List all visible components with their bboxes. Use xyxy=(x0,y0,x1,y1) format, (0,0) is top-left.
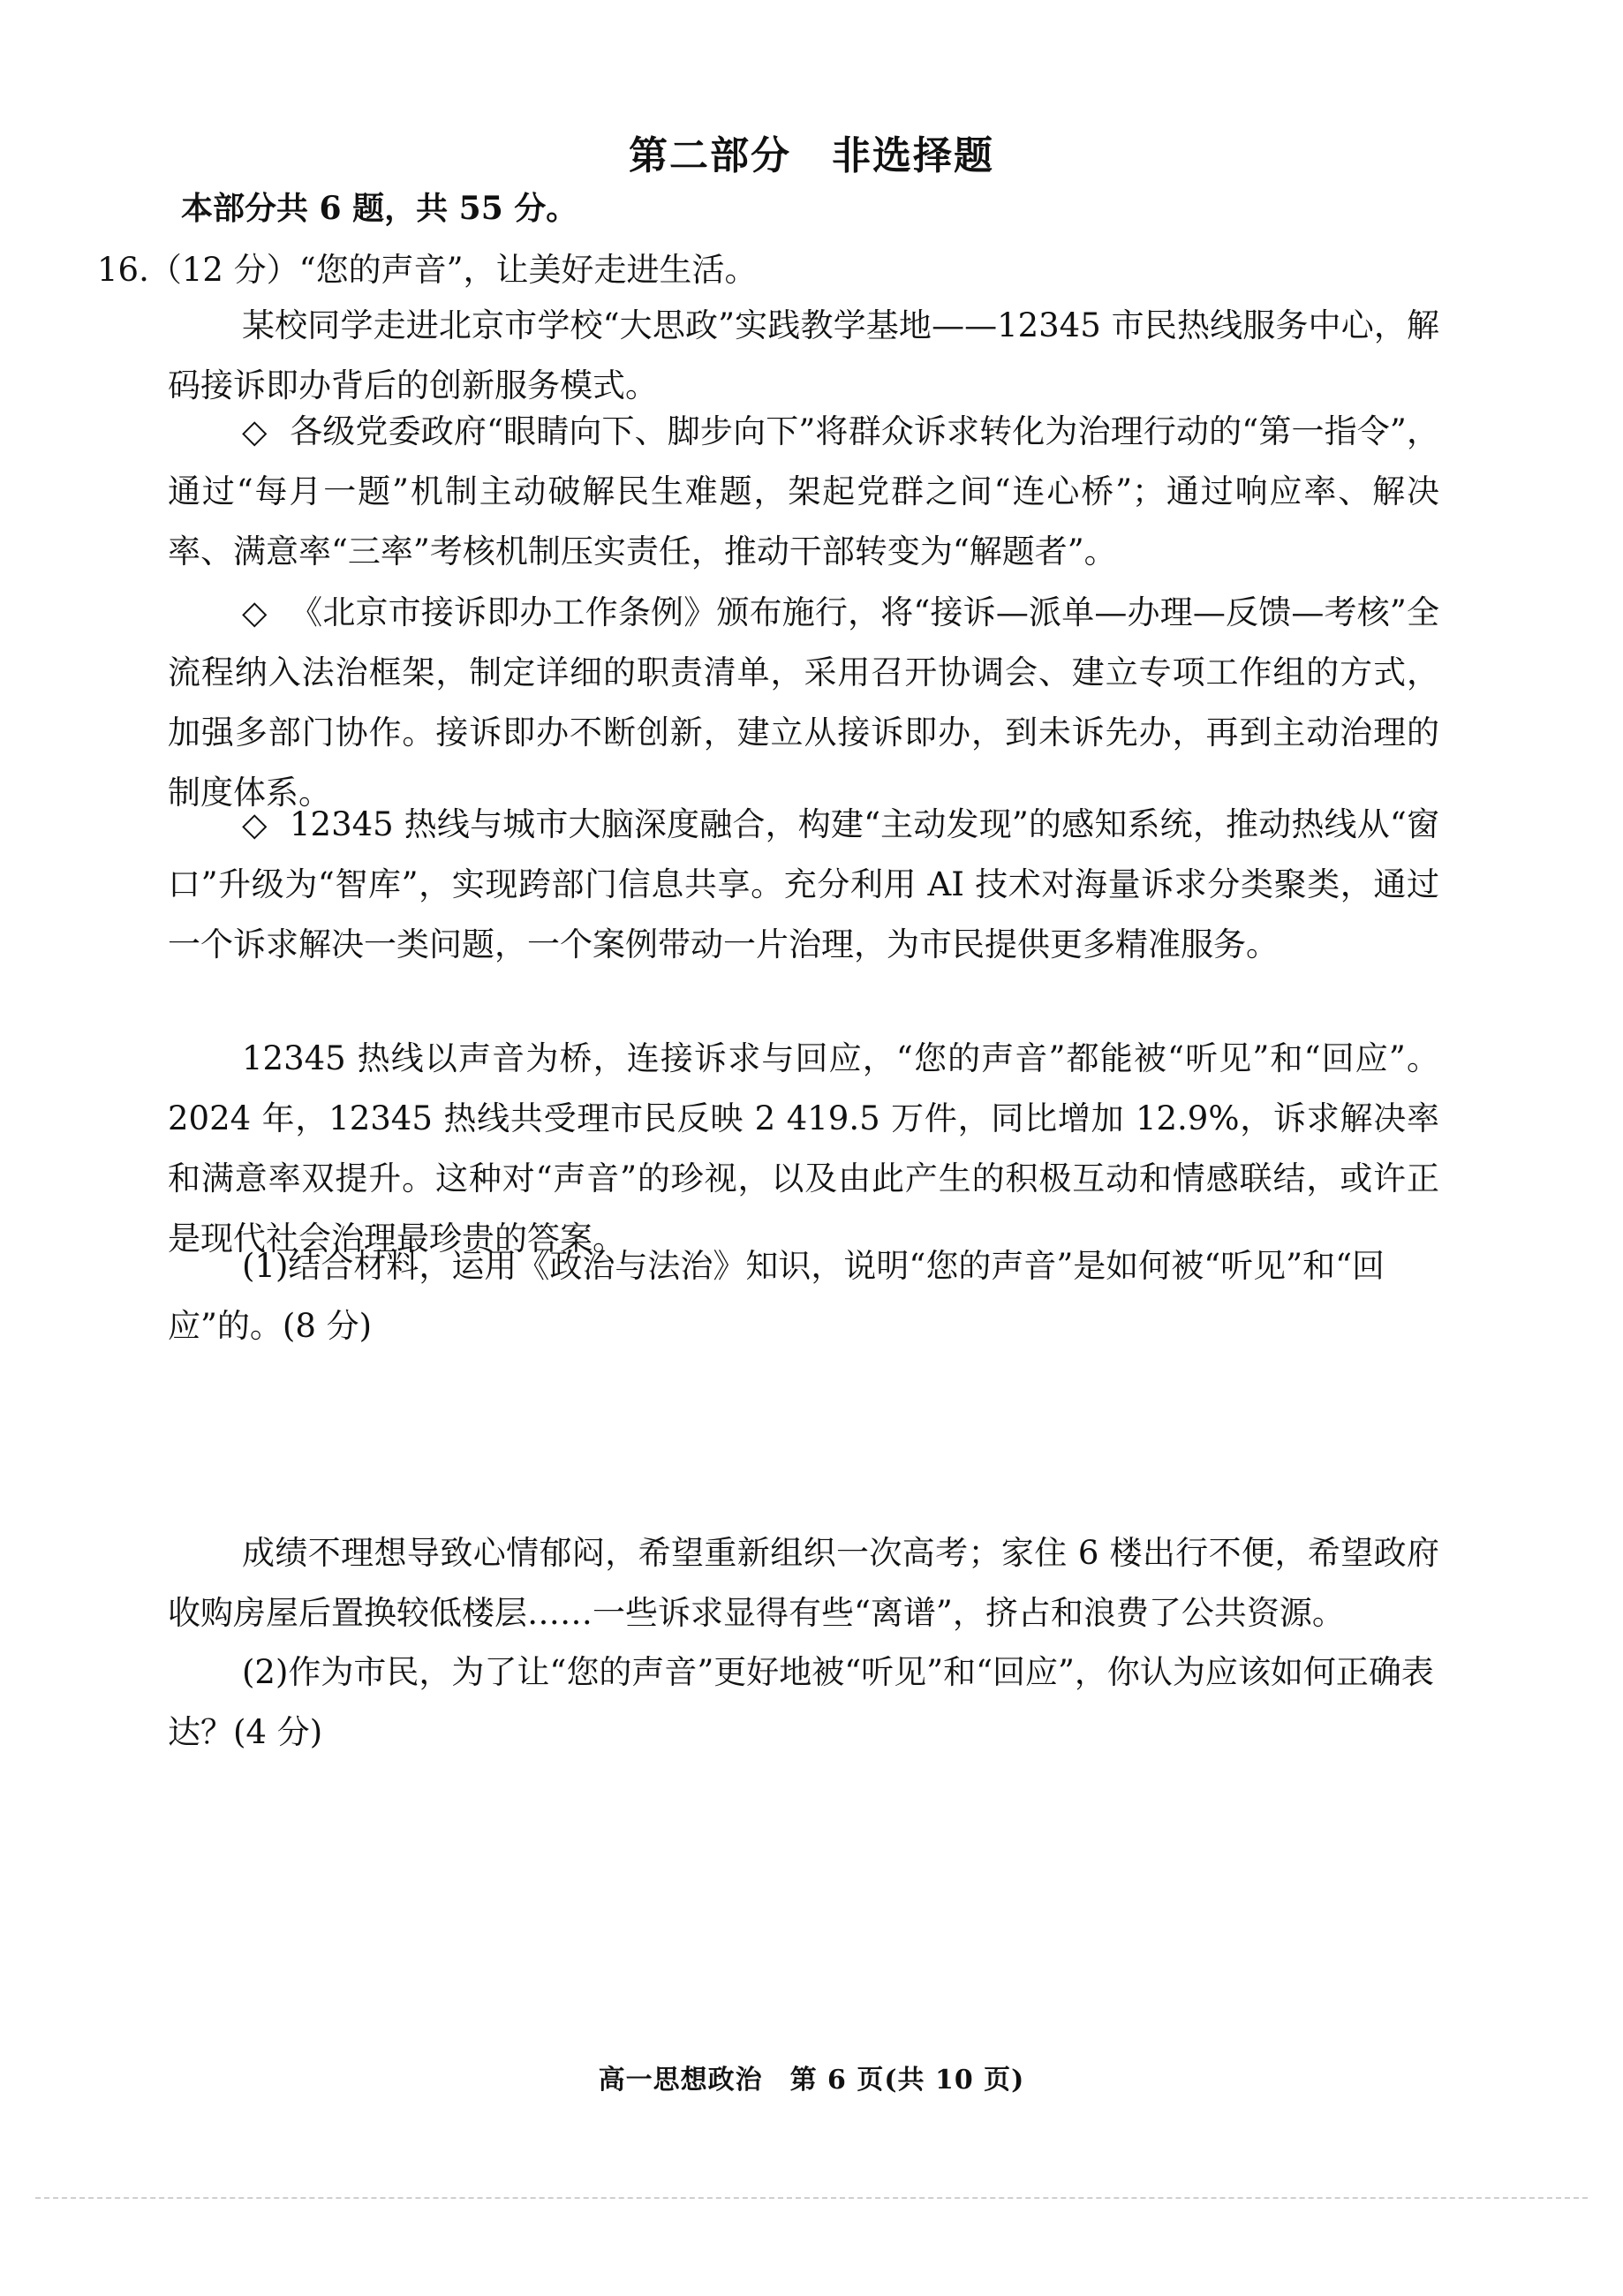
bullet-item-1 xyxy=(168,402,1439,582)
page-bottom-divider xyxy=(35,2197,1588,2199)
section-note: 本部分共 6 题，共 55 分。 xyxy=(181,190,578,227)
intro-paragraph: 某校同学走进北京市学校“大思政”实践教学基地——12345 市民热线服务中心，解码接诉即办背后的创新服务模式。 xyxy=(168,306,1439,404)
diamond-bullet-icon: ◇ xyxy=(242,805,268,843)
diamond-bullet-icon: ◇ xyxy=(242,412,268,450)
bullet-item-3 xyxy=(168,795,1439,975)
page-footer: 高一思想政治 第 6 页(共 10 页) xyxy=(598,2065,1025,2096)
section-title: 第二部分 非选择题 xyxy=(629,133,994,178)
diamond-bullet-icon: ◇ xyxy=(242,593,268,631)
summary-paragraph: 12345 热线以声音为桥，连接诉求与回应，“您的声音”都能被“听见”和“回应”。2024 年，12345 热线共受理市民反映 2 419.5 万件，同比增加 12.9%，诉求解决率和满意率双提升。这种对“声音”的珍视，以及由此产生的积极互动和情感联结，或许正是现代社会治理最珍贵的答案。 xyxy=(168,1039,1439,1258)
material-paragraph-2: 成绩不理想导致心情郁闷，希望重新组织一次高考；家住 6 楼出行不便，希望政府收购房屋后置换较低楼层……一些诉求显得有些“离谱”，挤占和浪费了公共资源。 xyxy=(168,1534,1439,1632)
sub-question-2: (2)作为市民，为了让“您的声音”更好地被“听见”和“回应”，你认为应该如何正确表达？(4 分) xyxy=(168,1653,1434,1751)
bullet-text: 12345 热线与城市大脑深度融合，构建“主动发现”的感知系统，推动热线从“窗口”升级为“智库”，实现跨部门信息共享。充分利用 AI 技术对海量诉求分类聚类，通过一个诉求解决一类问题，一个案例带动一片治理，为市民提供更多精准服务。 xyxy=(168,805,1439,963)
bullet-text: 《北京市接诉即办工作条例》颁布施行，将“接诉—派单—办理—反馈—考核”全流程纳入法治框架，制定详细的职责清单，采用召开协调会、建立专项工作组的方式，加强多部门协作。接诉即办不断创新，建立从接诉即办，到未诉先办，再到主动治理的制度体系。 xyxy=(168,593,1439,812)
sub-question-1: (1)结合材料，运用《政治与法治》知识，说明“您的声音”是如何被“听见”和“回应”的。(8 分) xyxy=(168,1247,1385,1345)
bullet-item-2 xyxy=(168,583,1439,823)
bullet-text: 各级党委政府“眼睛向下、脚步向下”将群众诉求转化为治理行动的“第一指令”，通过“每月一题”机制主动破解民生难题，架起党群之间“连心桥”；通过响应率、解决率、满意率“三率”考核机制压实责任，推动干部转变为“解题者”。 xyxy=(168,412,1439,570)
question-header: 16.（12 分）“您的声音”，让美好走进生活。 xyxy=(97,251,758,289)
